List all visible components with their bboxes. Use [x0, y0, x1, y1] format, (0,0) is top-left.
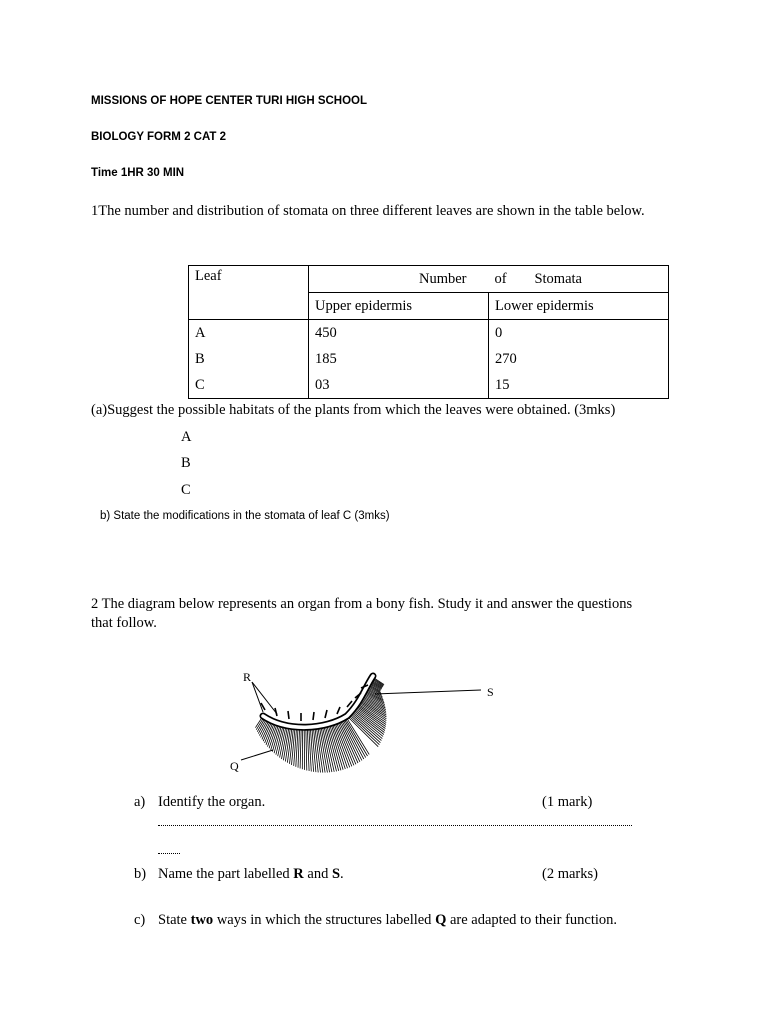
label-s: S [487, 685, 494, 699]
q2-c-text: State two ways in which the structures labelled Q are adapted to their function. [158, 912, 618, 928]
header-word: Number [419, 270, 467, 287]
cell-lower: 15 [489, 372, 669, 399]
q1-part-a: (a)Suggest the possible habitats of the plants from which the leaves were obtained. (3mks) [91, 402, 616, 418]
school-name: MISSIONS OF HOPE CENTER TURI HIGH SCHOOL [91, 95, 368, 107]
gill-diagram [225, 660, 505, 780]
q1-part-b: b) State the modifications in the stomata of leaf C (3mks) [100, 510, 390, 522]
label-q: Q [230, 759, 239, 773]
q2-b-marks: (2 marks) [542, 866, 598, 882]
gill-filament [306, 727, 307, 770]
q2-b-text: Name the part labelled R and S. [158, 866, 344, 882]
subheader-lower: Lower epidermis [489, 293, 669, 320]
q2-a-number: a) [134, 794, 146, 810]
exam-title: BIOLOGY FORM 2 CAT 2 [91, 131, 227, 143]
answer-label-b: B [181, 455, 191, 471]
q2-intro-line2: that follow. [91, 615, 157, 631]
cell-upper: 185 [309, 346, 489, 372]
q1-intro: 1The number and distribution of stomata on three different leaves are shown in the table below. [91, 203, 645, 219]
table-row [189, 320, 669, 347]
exam-time: Time 1HR 30 MIN [91, 167, 185, 179]
answer-line[interactable] [158, 853, 180, 854]
answer-label-c: C [181, 482, 191, 498]
q2-b-number: b) [134, 866, 147, 882]
cell-leaf: B [189, 346, 309, 372]
cell-lower: 270 [489, 346, 669, 372]
gill-filament [272, 724, 280, 752]
table-row [189, 266, 669, 293]
q2-c-number: c) [134, 912, 146, 928]
cell-lower: 0 [489, 320, 669, 347]
stomata-table [188, 265, 669, 399]
q2-a-marks: (1 mark) [542, 794, 593, 810]
subheader-upper: Upper epidermis [309, 293, 489, 320]
q2-a-text: Identify the organ. [158, 794, 266, 810]
gill-filament [300, 727, 301, 768]
answer-label-a: A [181, 429, 192, 445]
cell-upper: 03 [309, 372, 489, 399]
header-number-of-stomata [309, 266, 669, 293]
cell-leaf: A [189, 320, 309, 347]
gill-arch-inner [263, 676, 373, 727]
cell-leaf: C [189, 372, 309, 399]
table-row [189, 372, 669, 399]
answer-line[interactable] [158, 825, 632, 826]
header-word: of [494, 270, 507, 287]
label-r: R [243, 670, 252, 684]
cell-upper: 450 [309, 320, 489, 347]
header-leaf: Leaf [189, 266, 309, 320]
table-row [189, 346, 669, 372]
gill-filament [298, 727, 300, 768]
q2-intro-line1: 2 The diagram below represents an organ from a bony fish. Study it and answer the questions [91, 596, 633, 612]
header-word: Stomata [534, 270, 582, 287]
gill-filament [271, 724, 279, 751]
